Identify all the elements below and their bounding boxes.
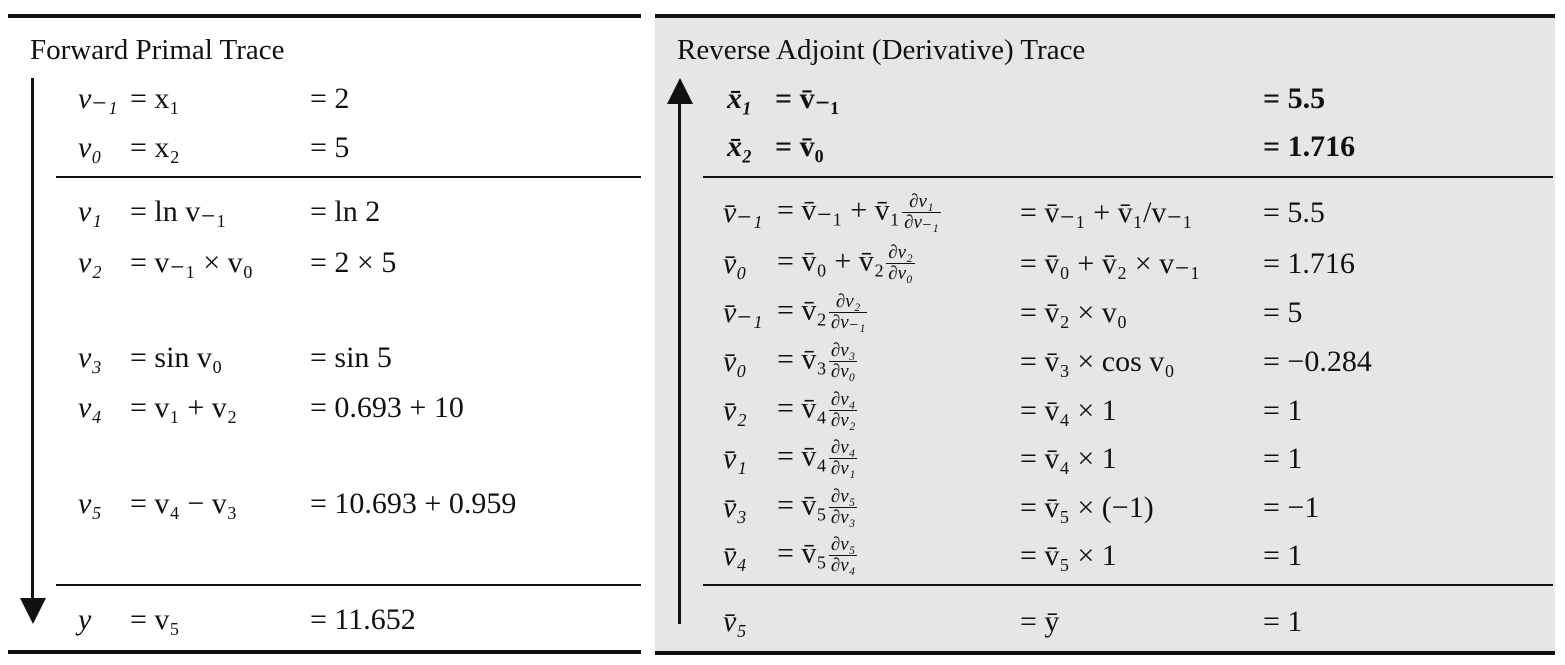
- rev-row-simplified: = v̄₅ × (−1): [1020, 491, 1154, 524]
- forward-direction-arrow: [31, 78, 34, 603]
- fwd-output-value: = 11.652: [310, 603, 416, 636]
- fwd-row-expr: = v₋₁ × v₀: [130, 246, 254, 279]
- forward-trace-title: Forward Primal Trace: [30, 34, 285, 66]
- rev-row-simplified: = v̄₄ × 1: [1020, 394, 1117, 427]
- rev-row-lhs: v̄₁: [723, 442, 747, 475]
- rev-row-expr: [777, 292, 869, 333]
- partial-den: ∂v₀: [888, 262, 913, 284]
- fwd-row-lhs: v₄: [78, 391, 102, 424]
- section-rule: [56, 176, 641, 178]
- partial-derivative: [829, 438, 857, 479]
- reverse-trace-title: Reverse Adjoint (Derivative) Trace: [677, 34, 1086, 66]
- rev-row-expr: [777, 341, 859, 382]
- reverse-trace-panel: [655, 14, 1555, 655]
- fwd-row-expr: = v₄ − v₃: [130, 487, 238, 520]
- rev-row-expr-pre: = v̄₀ + v̄₂: [777, 244, 885, 278]
- partial-den: ∂v₃: [830, 506, 856, 528]
- fwd-row-value: = sin 5: [310, 341, 392, 374]
- rev-row-expr: [777, 192, 943, 233]
- bottom-rule: [655, 651, 1555, 655]
- fwd-row-lhs: v₃: [78, 341, 102, 374]
- fwd-row-expr: = v₁ + v₂: [130, 391, 238, 424]
- partial-derivative: [902, 192, 940, 233]
- rev-row-expr-pre: = v̄₂: [777, 293, 827, 327]
- partial-derivative: [829, 535, 857, 576]
- rev-row-lhs: v̄₀: [723, 345, 747, 378]
- partial-num: ∂v₂: [888, 242, 913, 263]
- rev-row-value: = −0.284: [1263, 345, 1372, 378]
- rev-row-lhs: v̄₃: [723, 491, 747, 524]
- fwd-row-lhs: v₁: [78, 195, 102, 228]
- rev-result-lhs: x̄₂: [727, 130, 753, 163]
- reverse-direction-arrow: [678, 102, 681, 624]
- down-arrow-icon: [18, 596, 48, 626]
- partial-den: ∂v₀: [830, 360, 856, 382]
- partial-derivative: [829, 292, 867, 333]
- fwd-input-lhs: v₀: [78, 131, 102, 164]
- fwd-input-value: = 5: [310, 131, 350, 164]
- bottom-rule: [8, 650, 641, 654]
- fwd-row-value: = 0.693 + 10: [310, 391, 464, 424]
- partial-num: ∂v₄: [830, 389, 856, 410]
- rev-row-expr-pre: = v̄₅: [777, 536, 827, 570]
- forward-trace-panel: [0, 0, 645, 665]
- partial-den: ∂v₋₁: [904, 211, 939, 233]
- section-rule: [56, 584, 641, 586]
- rev-seed-value: = 1: [1263, 605, 1303, 638]
- rev-row-value: = 1: [1263, 539, 1303, 572]
- rev-row-expr: [777, 243, 917, 284]
- rev-row-value: = 5: [1263, 296, 1303, 329]
- partial-den: ∂v₄: [830, 554, 856, 576]
- rev-row-simplified: = v̄₀ + v̄₂ × v₋₁: [1020, 247, 1201, 280]
- fwd-row-lhs: v₅: [78, 487, 102, 520]
- rev-row-expr: [777, 438, 859, 479]
- partial-num: ∂v₁: [902, 192, 940, 213]
- rev-seed-expr: = ȳ: [1020, 605, 1060, 638]
- rev-row-expr-pre: = v̄₋₁ + v̄₁: [777, 193, 901, 227]
- rev-row-expr-pre: = v̄₃: [777, 342, 827, 376]
- rev-row-lhs: v̄₄: [723, 539, 747, 572]
- partial-den: ∂v₁: [830, 457, 856, 479]
- partial-derivative: [829, 341, 857, 382]
- rev-row-lhs: v̄₋₁: [723, 196, 763, 229]
- rev-result-value: = 5.5: [1263, 82, 1326, 115]
- fwd-row-expr: = ln v₋₁: [130, 195, 227, 228]
- partial-derivative: [829, 390, 857, 431]
- fwd-input-lhs: v₋₁: [78, 82, 118, 115]
- rev-row-simplified: = v̄₃ × cos v₀: [1020, 345, 1175, 378]
- rev-row-value: = 5.5: [1263, 196, 1325, 229]
- partial-den: ∂v₂: [830, 409, 856, 431]
- rev-row-expr-pre: = v̄₄: [777, 391, 827, 425]
- rev-seed-lhs: v̄₅: [723, 605, 747, 638]
- section-rule: [703, 176, 1553, 178]
- rev-row-value: = 1: [1263, 394, 1303, 427]
- fwd-output-lhs: y: [78, 603, 92, 636]
- fwd-input-value: = 2: [310, 82, 350, 115]
- rev-row-lhs: v̄₋₁: [723, 296, 763, 329]
- top-rule: [655, 14, 1555, 18]
- rev-row-expr-pre: = v̄₄: [777, 439, 827, 473]
- rev-row-value: = 1.716: [1263, 247, 1355, 280]
- rev-row-expr: [777, 390, 859, 431]
- partial-num: ∂v₃: [830, 340, 856, 361]
- fwd-row-value: = ln 2: [310, 195, 381, 228]
- fwd-input-expr: = x₂: [130, 131, 180, 164]
- fwd-row-expr: = sin v₀: [130, 341, 223, 374]
- top-rule: [8, 14, 641, 18]
- rev-row-simplified: = v̄₂ × v₀: [1020, 296, 1128, 329]
- partial-derivative: [829, 487, 857, 528]
- rev-row-expr-pre: = v̄₅: [777, 488, 827, 522]
- partial-den: ∂v₋₁: [830, 311, 866, 333]
- partial-num: ∂v₅: [830, 534, 856, 555]
- rev-row-value: = −1: [1263, 491, 1320, 524]
- fwd-row-value: = 2 × 5: [310, 246, 397, 279]
- rev-row-lhs: v̄₂: [723, 394, 747, 427]
- rev-row-value: = 1: [1263, 442, 1303, 475]
- partial-num: ∂v₂: [829, 292, 867, 313]
- rev-result-lhs: x̄₁: [727, 82, 753, 115]
- rev-row-expr: [777, 487, 859, 528]
- partial-num: ∂v₄: [830, 437, 856, 458]
- fwd-input-expr: = x₁: [130, 82, 180, 115]
- rev-row-lhs: v̄₀: [723, 247, 747, 280]
- rev-row-expr: [777, 535, 859, 576]
- rev-result-expr: = v̄₋₁: [775, 82, 840, 115]
- rev-row-simplified: = v̄₅ × 1: [1020, 539, 1117, 572]
- partial-num: ∂v₅: [830, 486, 856, 507]
- rev-row-simplified: = v̄₋₁ + v̄₁/v₋₁: [1020, 196, 1193, 229]
- fwd-row-value: = 10.693 + 0.959: [310, 487, 517, 520]
- rev-result-expr: = v̄₀: [775, 130, 824, 163]
- fwd-output-expr: = v₅: [130, 603, 180, 636]
- rev-row-simplified: = v̄₄ × 1: [1020, 442, 1117, 475]
- fwd-row-lhs: v₂: [78, 246, 102, 279]
- section-rule: [703, 584, 1553, 586]
- partial-derivative: [886, 243, 914, 284]
- rev-result-value: = 1.716: [1263, 130, 1356, 163]
